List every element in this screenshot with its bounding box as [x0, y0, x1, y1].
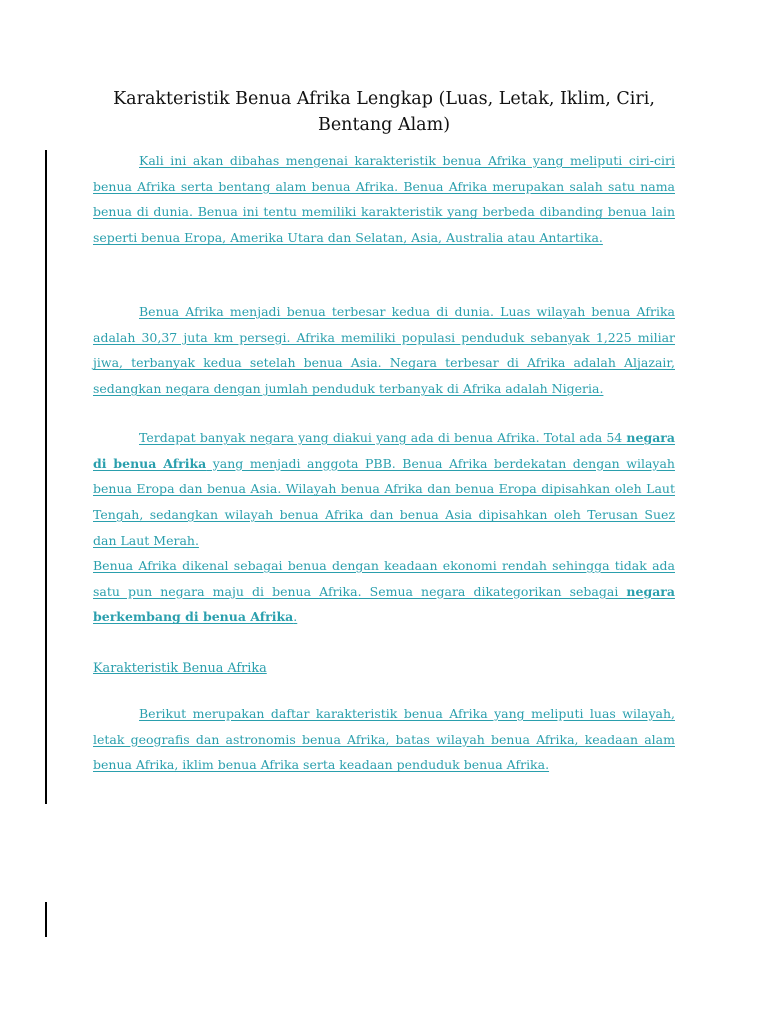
paragraph-characteristics-list[interactable]: [93, 701, 675, 778]
revision-change-bar: [45, 150, 47, 804]
paragraph-economy[interactable]: [93, 553, 675, 630]
paragraph-intro[interactable]: [93, 148, 675, 251]
section-heading[interactable]: Karakteristik Benua Afrika: [93, 661, 267, 676]
bold-link-developing-countries[interactable]: negara berkembang di benua Afrika: [93, 583, 675, 625]
paragraph-text[interactable]: Berikut merupakan daftar karakteristik benua Afrika yang meliputi luas wilayah, letak geografis dan astronomis benua Afrika, batas wilayah benua Afrika, keadaan alam benua Afrika, iklim benua Afrika serta keadaan penduduk benua Afrika.: [93, 706, 675, 773]
paragraph-text[interactable]: Benua Afrika menjadi benua terbesar kedua di dunia. Luas wilayah benua Afrika adalah 30,37 juta km persegi. Afrika memiliki populasi penduduk sebanyak 1,225 miliar jiwa, terbanyak kedua setelah benua Asia. Negara terbesar di Afrika adalah Aljazair, sedangkan negara dengan jumlah penduduk terbanyak di Afrika adalah Nigeria.: [93, 304, 675, 397]
paragraph-text[interactable]: .: [293, 609, 298, 625]
paragraph-countries[interactable]: [93, 425, 675, 554]
paragraph-size-population[interactable]: [93, 299, 675, 402]
paragraph-text[interactable]: Kali ini akan dibahas mengenai karakteristik benua Afrika yang meliputi ciri-ciri benua Afrika serta bentang alam benua Afrika. Benua Afrika merupakan salah satu nama benua di dunia. Benua ini tentu memiliki karakteristik yang berbeda dibanding benua lain seperti benua Eropa, Amerika Utara dan Selatan, Asia, Australia atau Antartika.: [93, 153, 675, 246]
page-title: Karakteristik Benua Afrika Lengkap (Luas, Letak, Iklim, Ciri, Bentang Alam): [113, 89, 655, 135]
paragraph-text[interactable]: yang menjadi anggota PBB. Benua Afrika berdekatan dengan wilayah benua Eropa dan benua Asia. Wilayah benua Afrika dan benua Eropa dipisahkan oleh Laut Tengah, sedangkan wilayah benua Afrika dan benua Asia dipisahkan oleh Terusan Suez dan Laut Merah.: [93, 455, 675, 548]
revision-change-bar: [45, 902, 47, 937]
bold-link-countries[interactable]: negara di benua Afrika: [93, 430, 675, 471]
paragraph-text[interactable]: Terdapat banyak negara yang diakui yang ada di benua Afrika. Total ada 54: [139, 430, 627, 445]
paragraph-text[interactable]: Benua Afrika dikenal sebagai benua dengan keadaan ekonomi rendah sehingga tidak ada satu pun negara maju di benua Afrika. Semua negara dikategorikan sebagai: [93, 558, 675, 599]
